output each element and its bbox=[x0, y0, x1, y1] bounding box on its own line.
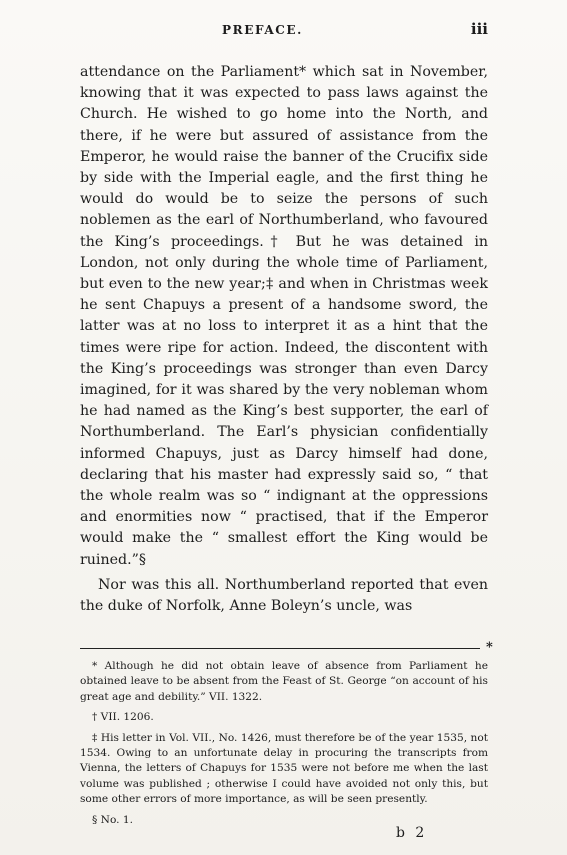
footnote bbox=[80, 731, 488, 808]
footnote-text: No. 1. bbox=[100, 813, 133, 826]
footnote-text: Although he did not obtain leave of absence from Parliament he obtained leave to be absent from the Feast of St. George “on account of his great age and debility.” VII. 1322. bbox=[80, 660, 488, 703]
footnote-mark: ‡ bbox=[92, 731, 98, 744]
footnote-rule bbox=[80, 648, 480, 649]
footnote-mark: § bbox=[92, 813, 98, 826]
signature-mark: b 2 bbox=[396, 825, 428, 841]
main-text bbox=[80, 62, 488, 617]
footnotes bbox=[80, 659, 488, 833]
footnote-text: VII. 1206. bbox=[100, 711, 154, 724]
footnote bbox=[80, 659, 488, 705]
footnote-mark: * bbox=[92, 660, 98, 672]
page-number: iii bbox=[470, 20, 488, 38]
continuation-mark: * bbox=[486, 640, 493, 655]
running-header bbox=[80, 20, 488, 38]
running-title: PREFACE. bbox=[222, 23, 303, 37]
footnote-text: His letter in Vol. VII., No. 1426, must therefore be of the year 1535, not 1534. Owing to an unfortunate delay in procuring the transcripts from Vienna, the letters of Chapuys for 1535 were not before me when the last volume was published ; otherwise I could have avoided not only this, but some other errors of more importance, as will be seen presently. bbox=[80, 731, 488, 806]
footnote bbox=[80, 710, 488, 725]
footnote-mark: † bbox=[92, 711, 98, 724]
paragraph-1: attendance on the Parliament* which sat in November, knowing that it was expected to pass laws against the Church. He wished to go home into the North, and there, if he were but assured of assistance from the Emperor, he would raise the banner of the Crucifix side by side with the Imperial eagle, and the first thing he would do would be to seize the persons of such noblemen as the earl of Northumberland, who favoured the King’s proceedings.† But he was detained in London, not only during the whole time of Parliament, but even to the new year;‡ and when in Christmas week he sent Chapuys a present of a handsome sword, the latter was at no loss to interpret it as a hint that the times were ripe for action. Indeed, the discontent with the King’s proceedings was stronger than even Darcy imagined, for it was shared by the very nobleman whom he had named as the King’s best supporter, the earl of Northumberland. The Earl’s physician confidentially informed Chapuys, just as Darcy himself had done, declaring that his master had expressly said so, “ that the whole realm was so “ indignant at the oppressions and enormities now “ practised, that if the Emperor would make the “ smallest effort the King would be ruined.”§ bbox=[80, 64, 488, 568]
paragraph-2: Nor was this all. Northumberland reported that even the duke of Norfolk, Anne Boleyn’s uncle, was bbox=[80, 576, 488, 615]
